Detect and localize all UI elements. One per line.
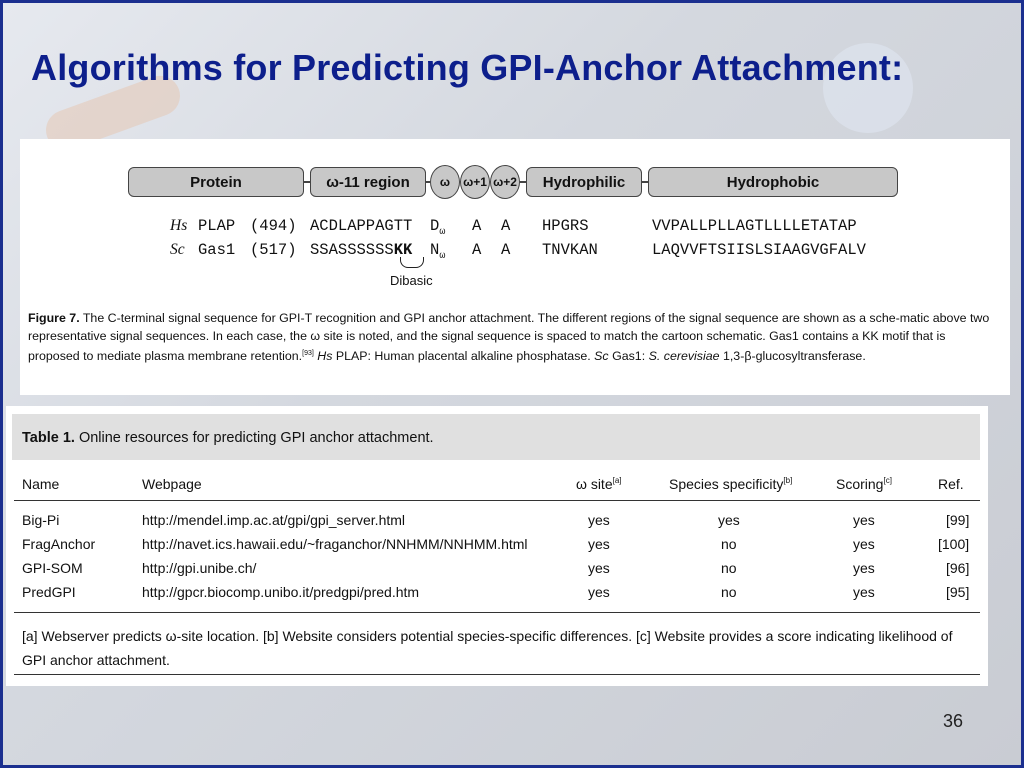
dibasic-label: Dibasic — [390, 273, 433, 288]
protein-name: PLAP — [198, 217, 236, 235]
table-rule — [14, 612, 980, 613]
cell-ref: [99] — [946, 512, 970, 528]
protein-position: (517) — [250, 241, 297, 259]
hydrophobic-sequence: LAQVVFTSIISLSIAAGVGFALV — [652, 241, 866, 259]
omega11-sequence: SSASSSSSSKK — [310, 241, 413, 259]
cell-species: no — [721, 560, 737, 576]
cell-omega-site: yes — [588, 536, 610, 552]
schematic-hydrophobic: Hydrophobic — [648, 167, 898, 197]
cell-name: GPI-SOM — [22, 560, 83, 576]
cell-species: no — [721, 536, 737, 552]
dibasic-brace — [400, 257, 424, 268]
header-species-specificity: Species specificity[b] — [669, 476, 793, 492]
table-panel — [6, 406, 988, 686]
cell-species: no — [721, 584, 737, 600]
schematic-omega-plus1: ω+1 — [460, 165, 490, 199]
cell-scoring: yes — [853, 512, 875, 528]
cell-species: yes — [718, 512, 740, 528]
slide-title: Algorithms for Predicting GPI-Anchor Attachment: — [31, 47, 904, 88]
cell-webpage: http://navet.ics.hawaii.edu/~fraganchor/NNHMM/NNHMM.html — [142, 536, 528, 552]
cell-scoring: yes — [853, 584, 875, 600]
protein-name: Gas1 — [198, 241, 236, 259]
header-webpage: Webpage — [142, 476, 202, 492]
table-footnote: [a] Webserver predicts ω-site location. [b] Website considers potential species-specific differences. [c] Website provides a score indicating likelihood of GPI anchor attachment. — [22, 628, 953, 668]
cell-webpage: http://mendel.imp.ac.at/gpi/gpi_server.html — [142, 512, 406, 528]
schematic-protein: Protein — [128, 167, 304, 197]
species-label: Sc — [170, 241, 185, 258]
omega-plus1-residue: A — [472, 217, 482, 235]
schematic-omega: ω — [430, 165, 460, 199]
cell-ref: [100] — [938, 536, 970, 552]
cell-scoring: yes — [853, 560, 875, 576]
cell-omega-site: yes — [588, 560, 610, 576]
omega-residue: $N_\omega$ — [430, 241, 446, 263]
header-name: Name — [22, 476, 60, 492]
schematic-hydrophilic: Hydrophilic — [526, 167, 642, 197]
cell-omega-site: yes — [588, 584, 610, 600]
header-scoring: Scoring[c] — [836, 476, 892, 492]
figure-caption: Figure 7. The C-terminal signal sequence for GPI-T recognition and GPI anchor attachment. The different regions of the signal sequence are shown as a sche-matic above two representative signal sequences. In each case, the ω site is noted, and the signal sequence is spaced to match the cartoon schematic. Gas1 contains a KK motif that is proposed to mediate plasma membrane retention.[93] Hs PLAP: Human placental alkaline phosphatase. Sc Gas1: S. cerevisiae 1,3-β-glucosyltransferase. — [28, 311, 990, 364]
omega11-sequence: ACDLAPPAGTT — [310, 217, 413, 235]
protein-position: (494) — [250, 217, 297, 235]
table-rule — [14, 500, 980, 501]
hydrophilic-sequence: HPGRS — [542, 217, 589, 235]
species-label: Hs — [170, 217, 188, 234]
omega-plus1-residue: A — [472, 241, 482, 259]
schematic-omega11-region: ω-11 region — [310, 167, 426, 197]
omega-plus2-residue: A — [501, 217, 511, 235]
cell-name: Big-Pi — [22, 512, 60, 528]
hydrophilic-sequence: TNVKAN — [542, 241, 598, 259]
figure-panel — [20, 139, 1010, 395]
cell-webpage: http://gpi.unibe.ch/ — [142, 560, 257, 576]
header-omega-site: ω site[a] — [576, 476, 622, 492]
cell-name: FragAnchor — [22, 536, 96, 552]
omega-plus2-residue: A — [501, 241, 511, 259]
table-title: Table 1. Online resources for predicting GPI anchor attachment. — [12, 414, 980, 460]
kk-motif: KK — [393, 241, 413, 259]
cell-scoring: yes — [853, 536, 875, 552]
table-rule — [14, 674, 980, 675]
cell-ref: [95] — [946, 584, 970, 600]
omega-residue: $D_\omega$ — [430, 217, 446, 239]
page-number: 36 — [942, 711, 963, 731]
header-ref: Ref. — [938, 476, 964, 492]
cell-webpage: http://gpcr.biocomp.unibo.it/predgpi/pred.htm — [142, 584, 420, 600]
cell-ref: [96] — [946, 560, 970, 576]
cell-omega-site: yes — [588, 512, 610, 528]
hydrophobic-sequence: VVPALLPLLAGTLLLLETATAP — [652, 217, 857, 235]
cell-name: PredGPI — [22, 584, 76, 600]
schematic-omega-plus2: ω+2 — [490, 165, 520, 199]
